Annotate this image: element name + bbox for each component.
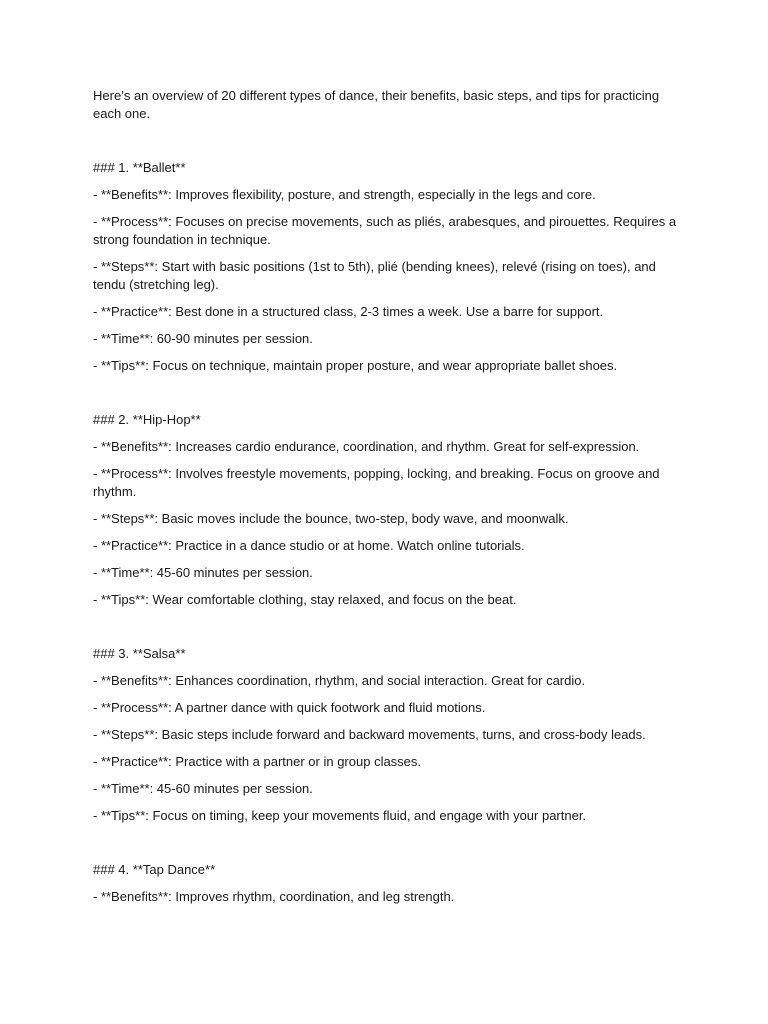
list-item: - **Practice**: Practice in a dance studio or at home. Watch online tutorials. [93,538,525,553]
list-item: - **Tips**: Focus on timing, keep your movements fluid, and engage with your partner. [93,808,587,823]
list-item: - **Time**: 45-60 minutes per session. [93,781,313,796]
section-hip-hop [93,411,683,609]
list-item: - **Benefits**: Increases cardio endurance, coordination, and rhythm. Great for self-expression. [93,439,640,454]
list-item: - **Process**: Focuses on precise movements, such as pliés, arabesques, and pirouettes. Requires a strong foundation in technique. [93,214,677,247]
list-item: - **Tips**: Wear comfortable clothing, stay relaxed, and focus on the beat. [93,592,517,607]
section-heading: ### 4. **Tap Dance** [93,862,216,877]
list-item: - **Steps**: Basic steps include forward and backward movements, turns, and cross-body leads. [93,727,646,742]
section-tap-dance [93,861,683,906]
section-ballet [93,159,683,375]
document-page [93,87,683,942]
list-item: - **Tips**: Focus on technique, maintain proper posture, and wear appropriate ballet shoes. [93,358,618,373]
section-salsa [93,645,683,825]
list-item: - **Time**: 60-90 minutes per session. [93,331,313,346]
list-item: - **Benefits**: Enhances coordination, rhythm, and social interaction. Great for cardio. [93,673,586,688]
list-item: - **Practice**: Best done in a structured class, 2-3 times a week. Use a barre for support. [93,304,604,319]
list-item: - **Practice**: Practice with a partner or in group classes. [93,754,422,769]
list-item: - **Benefits**: Improves rhythm, coordination, and leg strength. [93,889,455,904]
list-item: - **Steps**: Start with basic positions (1st to 5th), plié (bending knees), relevé (rising on toes), and tendu (stretching leg). [93,259,656,292]
section-heading: ### 1. **Ballet** [93,160,186,175]
list-item: - **Process**: A partner dance with quick footwork and fluid motions. [93,700,486,715]
list-item: - **Time**: 45-60 minutes per session. [93,565,313,580]
list-item: - **Benefits**: Improves flexibility, posture, and strength, especially in the legs and core. [93,187,596,202]
list-item: - **Process**: Involves freestyle movements, popping, locking, and breaking. Focus on groove and rhythm. [93,466,660,499]
section-heading: ### 3. **Salsa** [93,646,186,661]
section-heading: ### 2. **Hip-Hop** [93,412,201,427]
intro-paragraph: Here’s an overview of 20 different types of dance, their benefits, basic steps, and tips for practicing each one. [93,88,660,121]
list-item: - **Steps**: Basic moves include the bounce, two-step, body wave, and moonwalk. [93,511,569,526]
